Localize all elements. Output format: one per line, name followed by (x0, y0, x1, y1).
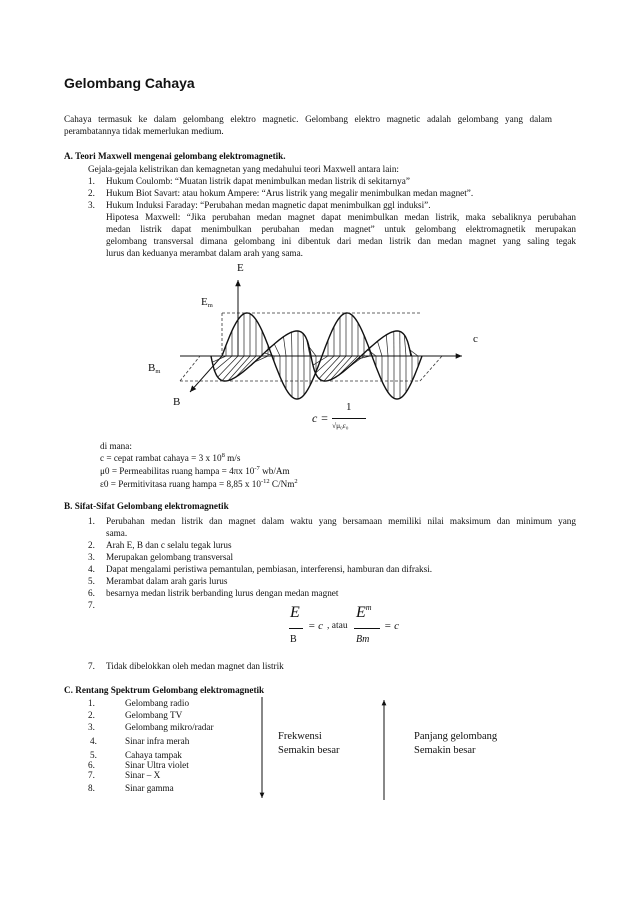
hypothesis-line: Hipotesa Maxwell: “Jika perubahan medan magnet dapat menimbulkan medan listrik, maka sebaliknya perubahan (106, 212, 576, 222)
b-item-text: Perubahan medan listrik dan magnet dalam waktu yang bersamaan memiliki nilai maksimum dan minimum yang (106, 516, 576, 526)
a-item-num: 3. (88, 200, 95, 210)
hypothesis-line-last: lurus dan keduanya merambat dalam arah yang sama. (106, 248, 303, 258)
diagram-label-bm: $B_m$ (148, 362, 161, 375)
c-item-num: 1. (88, 698, 95, 708)
c-item-text: Gelombang TV (125, 710, 183, 720)
diagram-label-e: E (237, 262, 244, 274)
hypothesis-line: gelombang transversal dimana gelombang ini dibentuk dari medan listrik dan medan magnet yang saling tegak (106, 236, 576, 246)
a-item-num: 2. (88, 188, 95, 198)
hypothesis-line: medan listrik dapat menimbulkan perubahan medan magnet” untuk gelombang elektromagnetik merupakan (106, 224, 576, 234)
frequency-label-2: Semakin besar (278, 745, 340, 756)
formula-e: E (290, 604, 300, 621)
b-item-text: Tidak dibelokkan oleh medan magnet dan listrik (106, 661, 284, 671)
diagram-label-b: B (173, 396, 181, 408)
b-item-text: Merupakan gelombang transversal (106, 552, 234, 562)
b-item-text: Arah E, B dan c selalu tegak lurus (106, 540, 232, 550)
where-item: μ0 = Permeabilitas ruang hampa = 4πx $10^{-7}$ wb/Am (100, 465, 290, 476)
b-item-text: Dapat mengalami peristiwa pemantulan, pembiasan, interferensi, hamburan dan difraksi. (106, 564, 433, 574)
where-item: ε0 = Permitivitasa ruang hampa = 8,85 x $10^{-12}$ C/Nm$^2$ (100, 478, 298, 489)
a-item-text: Hukum Induksi Faraday: “Perubahan medan magnetic dapat menimbulkan ggl induksi”. (106, 200, 431, 210)
formula-bm: Bm (356, 634, 370, 645)
c-item-text: Sinar gamma (125, 783, 174, 793)
c-item-num: 6. (88, 760, 95, 770)
formula-eq2: = c (384, 620, 400, 632)
formula-atau: , atau (327, 621, 348, 631)
c-item-text: Sinar Ultra violet (125, 760, 189, 770)
b-item-num: 4. (88, 564, 95, 574)
c-item-num: 8. (88, 783, 95, 793)
wavelength-label: Panjang gelombang (414, 731, 498, 742)
formula-c-num: 1 (346, 401, 352, 413)
c-item-text: Sinar infra merah (125, 736, 190, 746)
intro-paragraph: Cahaya termasuk ke dalam gelombang elektro magnetic. Gelombang elektro magnetic adalah gelombang yang dalam perambatannya tidak memerlukan medium. (64, 114, 552, 136)
c-item-num: 2. (88, 710, 95, 720)
c-item-text: Gelombang radio (125, 698, 190, 708)
b-item-num: 6. (88, 588, 95, 598)
c-item-text: Sinar – X (125, 770, 161, 780)
b-item-num: 7. (88, 661, 95, 671)
b-item-num: 1. (88, 516, 95, 526)
b-item-num: 5. (88, 576, 95, 586)
formula-b: B (290, 634, 297, 645)
a-item-text: Hukum Biot Savart: atau hokum Ampere: “Arus listrik yang megalir menimbulkan medan magnet”. (106, 188, 474, 198)
formula-em: $E^m$ (356, 603, 372, 621)
b-item-text: Merambat dalam arah garis lurus (106, 576, 228, 586)
formula-c-lhs: c = (312, 411, 329, 425)
formula-eq1: = c (308, 620, 324, 632)
diagram-label-c: c (473, 333, 478, 345)
section-a-heading: A. Teori Maxwell mengenai gelombang elektromagnetik. (64, 151, 286, 161)
wavelength-label-2: Semakin besar (414, 745, 476, 756)
formula-c-den: √μ₀ε₀ (332, 421, 349, 430)
a-item-text: Hukum Coulomb: “Muatan listrik dapat menimbulkan medan listrik di sekitarnya” (106, 176, 410, 186)
c-item-num: 7. (88, 770, 95, 780)
diagram-label-em: $E_m$ (201, 296, 213, 309)
a-item-num: 1. (88, 176, 95, 186)
b-item-num: 7. (88, 600, 95, 610)
frequency-label: Frekwensi (278, 731, 322, 742)
section-c-heading: C. Rentang Spektrum Gelombang elektromagnetik (64, 685, 265, 695)
c-item-num: 3. (88, 722, 95, 732)
page-title: Gelombang Cahaya (64, 75, 195, 91)
b-item-num: 3. (88, 552, 95, 562)
section-a-lead: Gejala-gejala kelistrikan dan kemagnetan yang medahului teori Maxwell antara lain: (88, 164, 399, 174)
where-item: c = cepat rambat cahaya = 3 x $10^8$ m/s (100, 452, 241, 463)
b-item-text: sama. (106, 528, 128, 538)
section-b-heading: B. Sifat-Sifat Gelombang elektromagnetik (64, 501, 229, 511)
c-item-num: 4. (90, 736, 97, 746)
c-item-text: Gelombang mikro/radar (125, 722, 214, 732)
c-item-num: 5. (90, 750, 97, 760)
b-item-num: 2. (88, 540, 95, 550)
dimana-label: di mana: (100, 441, 132, 451)
b-item-text: besarnya medan listrik berbanding lurus dengan medan magnet (106, 588, 339, 598)
c-item-text: Cahaya tampak (125, 750, 182, 760)
